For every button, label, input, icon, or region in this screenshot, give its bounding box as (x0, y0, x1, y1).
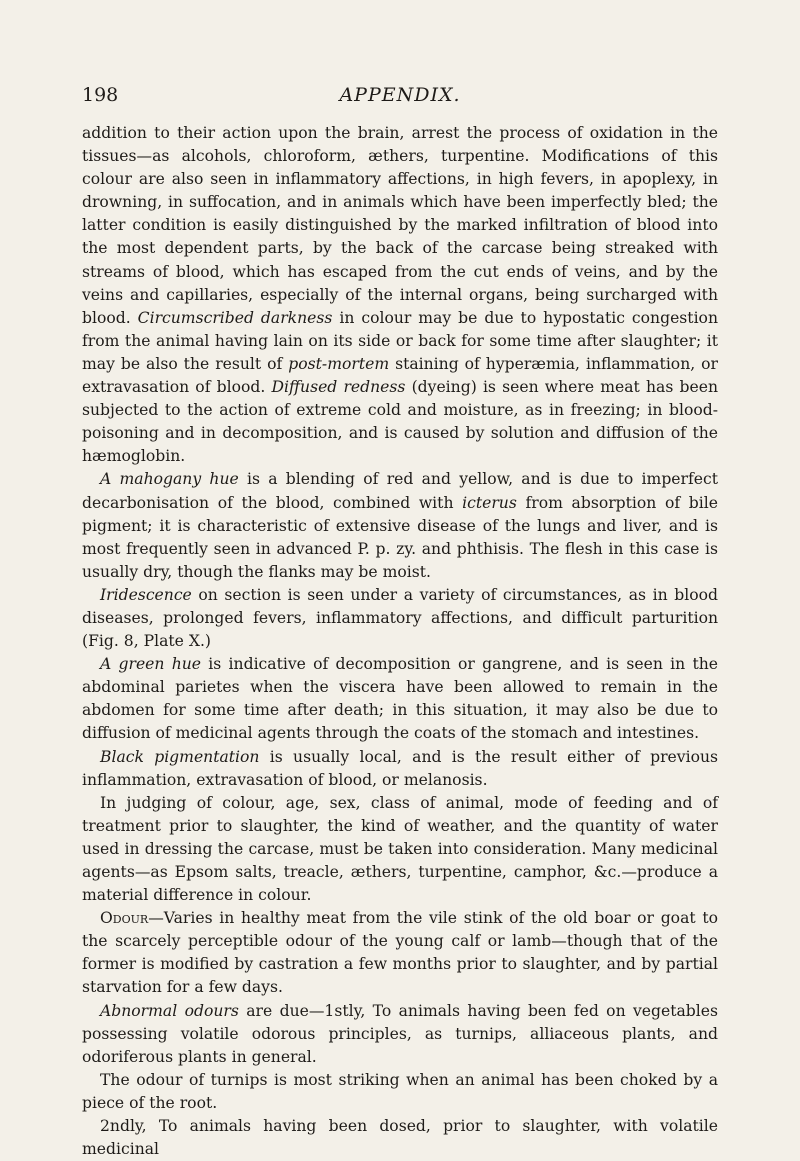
text-run: 2ndly, To animals having been dosed, prior to slaughter, with volatile medicinal (82, 1117, 718, 1159)
running-head: APPENDIX. (339, 84, 461, 106)
italic-term: Abnormal odours (100, 1001, 239, 1020)
text-run: addition to their action upon the brain, arrest the process of oxidation in the tissues—as alcohols, chloroform, æthers, turpentine. Modifications of this colour are also seen in inflammatory affections, in high fevers, in apoplexy, in drowning, in suffocation, and in animals which have been imperfectly bled; the latter condition is easily distinguished by the marked infiltration of blood into the most dependent parts, by the back of the carcase being streaked with streams of blood, which has escaped from the cut ends of veins, and by the veins and capillaries, especially of the internal organs, being surcharged with blood. (82, 124, 718, 327)
text-run: on section is seen under a variety of circumstances, as in blood diseases, prolonged fevers, inflammatory affections, and difficult parturition (Fig. 8, Plate X.) (82, 585, 718, 651)
paragraph (82, 907, 718, 999)
paragraph (82, 792, 718, 907)
paragraph (82, 746, 718, 792)
italic-term: Circumscribed darkness (137, 308, 333, 327)
italic-term: A mahogany hue (100, 470, 239, 489)
text-run: staining of hyperæmia, inflammation, or extravasation of blood. (82, 354, 719, 397)
italic-term: post-mortem (288, 354, 390, 373)
italic-term: Diffused redness (271, 378, 406, 397)
paragraph (82, 122, 718, 468)
text-run: is indicative of decomposition or gangrene, and is seen in the abdominal parietes when the viscera have been allowed to remain in the abdomen for some time after death; in this situation, it may also be due to diffusion of medicinal agents through the coats of the stomach and intestines. (82, 655, 718, 743)
text-run: are due—1stly, To animals having been fed on vegetables possessing volatile odorous principles, as turnips, alliaceous plants, and odoriferous plants in general. (82, 1001, 718, 1066)
paragraph (82, 468, 718, 583)
page-number: 198 (82, 84, 119, 106)
paragraph (82, 653, 718, 745)
text-run: from absorption of bile pigment; it is characteristic of extensive disease of the lungs and liver, and is most frequently seen in advanced P. p. zy. and phthisis. The flesh in this case is usually dry, though the flanks may be moist. (82, 493, 718, 581)
text-run: In judging of colour, age, sex, class of animal, mode of feeding and of treatment prior to slaughter, the kind of weather, and the quantity of water used in dressing the carcase, must be taken into consideration. Many medicinal agents—as Epsom salts, treacle, æthers, turpentine, camphor, &c.—produce a material difference in colour. (82, 793, 718, 905)
text-run: (dyeing) is seen where meat has been subjected to the action of extreme cold and moisture, as in freezing; in blood-poisoning and in decomposition, and is caused by solution and diffusion of the hæmoglobin. (82, 378, 718, 466)
text-run: The odour of turnips is most striking when an animal has been choked by a piece of the root. (82, 1070, 718, 1112)
paragraph (82, 1069, 718, 1115)
text-run: is a blending of red and yellow, and is due to imperfect decarbonisation of the blood, combined with (82, 470, 718, 512)
italic-term: icterus (462, 493, 517, 512)
italic-term: A green hue (100, 655, 202, 674)
page-header (82, 84, 718, 108)
italic-term: Black pigmentation (100, 747, 260, 766)
section-heading: Odour (100, 909, 149, 928)
text-run: —Varies in healthy meat from the vile stink of the old boar or goat to the scarcely perceptible odour of the young calf or lamb—though that of the former is modified by castration a few months prior to slaughter, and by partial starvation for a few days. (82, 909, 718, 997)
body-text (82, 122, 718, 1161)
paragraph (82, 1115, 718, 1161)
paragraph (82, 584, 718, 653)
text-run: in colour may be due to hypostatic congestion from the animal having lain on its side or back for some time after slaughter; it may be also the result of (82, 308, 718, 373)
italic-term: Iridescence (100, 585, 192, 604)
paragraph (82, 1000, 718, 1069)
text-run: is usually local, and is the result either of previous inflammation, extravasation of blood, or melanosis. (82, 747, 719, 789)
